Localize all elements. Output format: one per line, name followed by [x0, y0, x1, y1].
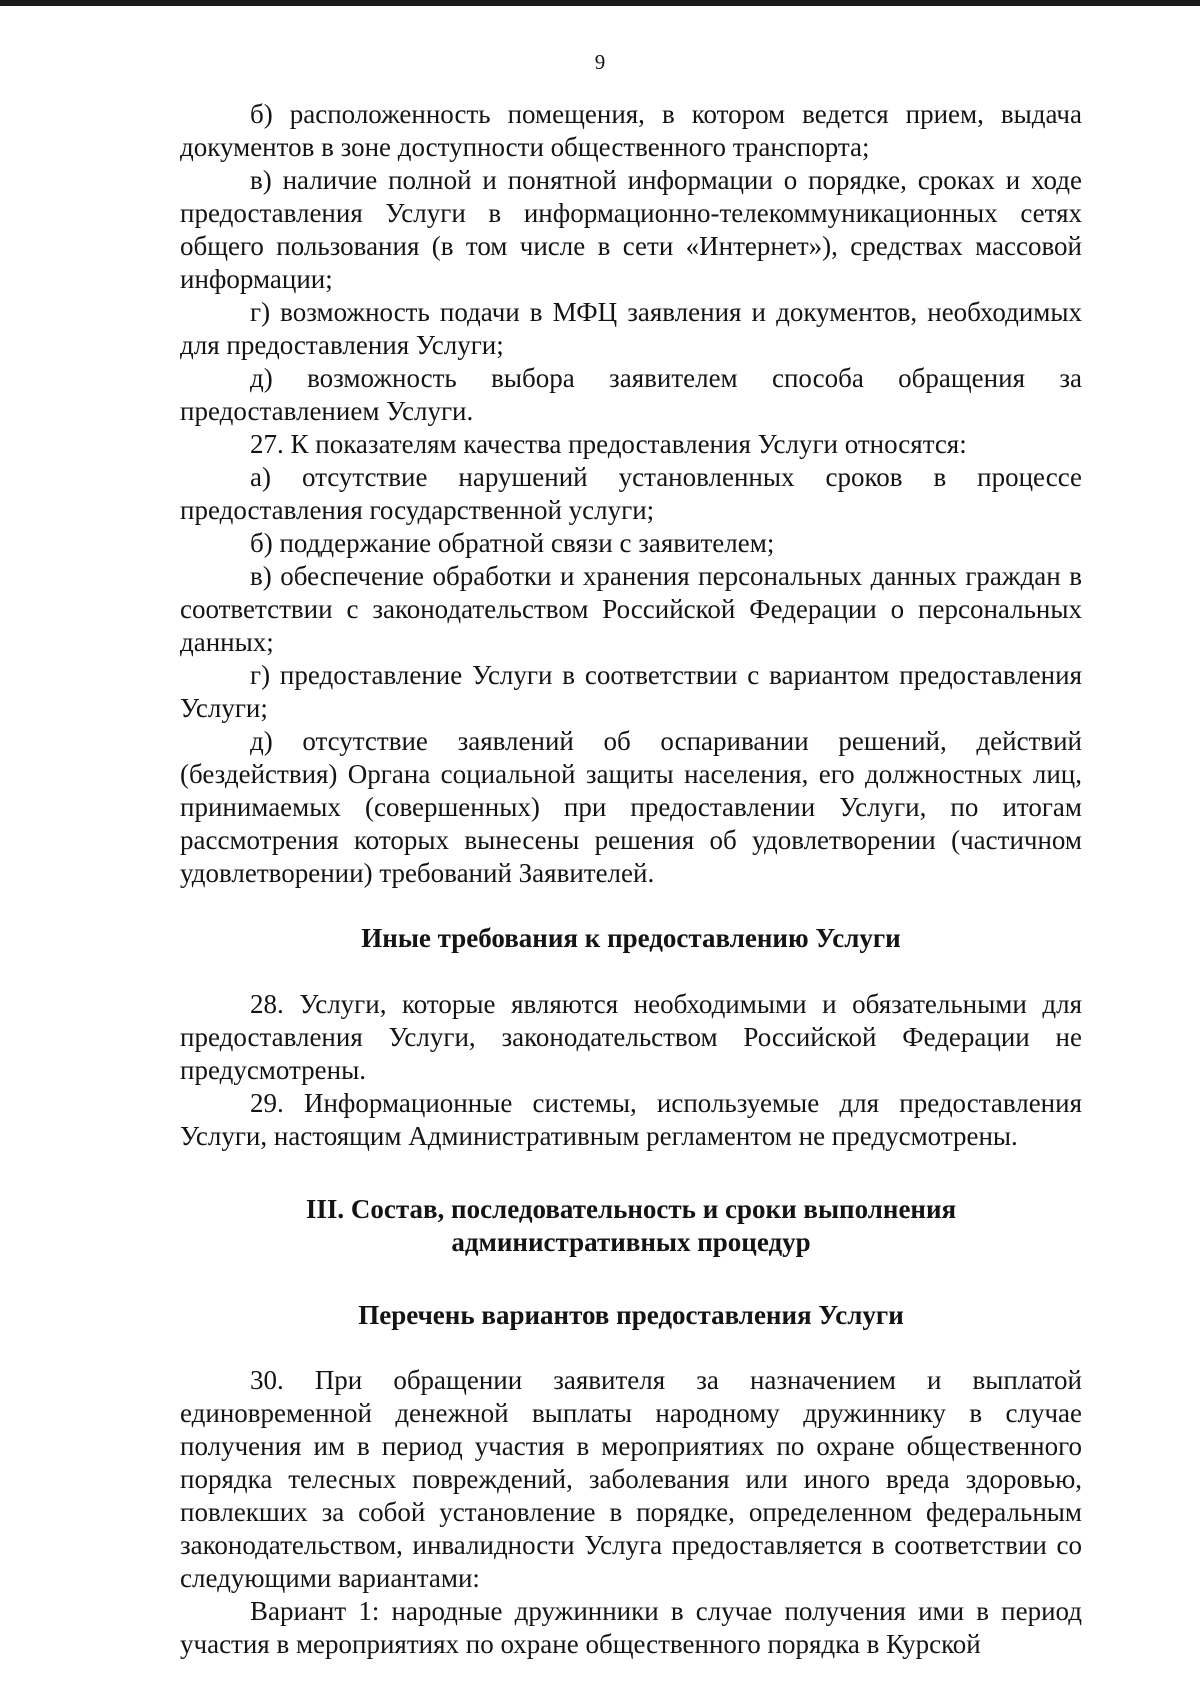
- paragraph-d-no-complaints: д) отсутствие заявлений об оспаривании решений, действий (бездействия) Органа социальной защиты населения, его должностных лиц, принимаемых (совершенных) при предоставлении Услуги, по итогам рассмотрения которых вынесены решения об удовлетворении (частичном удовлетворении) требований Заявителей.: [180, 726, 1082, 888]
- paragraph-b-feedback: б) поддержание обратной связи с заявителем;: [250, 528, 775, 558]
- section-iii-heading-line1: III. Состав, последовательность и сроки выполнения: [305, 1194, 957, 1224]
- section-iii-heading: [180, 1193, 1082, 1259]
- heading-other-requirements: Иные требования к предоставлению Услуги: [361, 923, 901, 953]
- paragraph-g-service-variant: г) предоставление Услуги в соответствии с вариантом предоставления Услуги;: [180, 660, 1082, 723]
- paragraph-v-information-availability: в) наличие полной и понятной информации о порядке, сроках и ходе предоставления Услуги в информационно-телекоммуникационных сетях общего пользования (в том числе в сети «Интернет»), средствах массовой информации;: [180, 165, 1082, 294]
- paragraph-29: 29. Информационные системы, используемые для предоставления Услуги, настоящим Административным регламентом не предусмотрены.: [180, 1088, 1082, 1151]
- page-number: 9: [594, 50, 606, 74]
- paragraph-variant-1: Вариант 1: народные дружинники в случае получения ими в период участия в мероприятиях по охране общественного порядка в Курской: [180, 1596, 1082, 1659]
- paragraph-d-choice-of-method: д) возможность выбора заявителем способа обращения за предоставлением Услуги.: [180, 363, 1082, 426]
- paragraph-b-premises-location: б) расположенность помещения, в котором ведется прием, выдача документов в зоне доступности общественного транспорта;: [180, 99, 1082, 162]
- paragraph-28: 28. Услуги, которые являются необходимыми и обязательными для предоставления Услуги, законодательством Российской Федерации не предусмотрены.: [180, 989, 1082, 1085]
- document-body: [180, 98, 1082, 1661]
- paragraph-a-no-violations: а) отсутствие нарушений установленных сроков в процессе предоставления государственной услуги;: [180, 462, 1082, 525]
- heading-service-variants: Перечень вариантов предоставления Услуги: [358, 1300, 904, 1330]
- section-iii-heading-line2: административных процедур: [451, 1227, 811, 1257]
- paragraph-27-quality-indicators: 27. К показателям качества предоставления Услуги относятся:: [250, 429, 967, 459]
- scan-top-edge: [0, 0, 1200, 6]
- paragraph-g-mfc-application: г) возможность подачи в МФЦ заявления и документов, необходимых для предоставления Услуги;: [180, 297, 1082, 360]
- paragraph-30: 30. При обращении заявителя за назначением и выплатой единовременной денежной выплаты народному дружиннику в случае получения им в период участия в мероприятиях по охране общественного порядка телесных повреждений, заболевания или иного вреда здоровью, повлекших за собой установление в порядке, определенном федеральным законодательством, инвалидности Услуга предоставляется в соответствии со следующими вариантами:: [180, 1365, 1082, 1593]
- paragraph-v-personal-data: в) обеспечение обработки и хранения персональных данных граждан в соответствии с законодательством Российской Федерации о персональных данных;: [180, 561, 1082, 657]
